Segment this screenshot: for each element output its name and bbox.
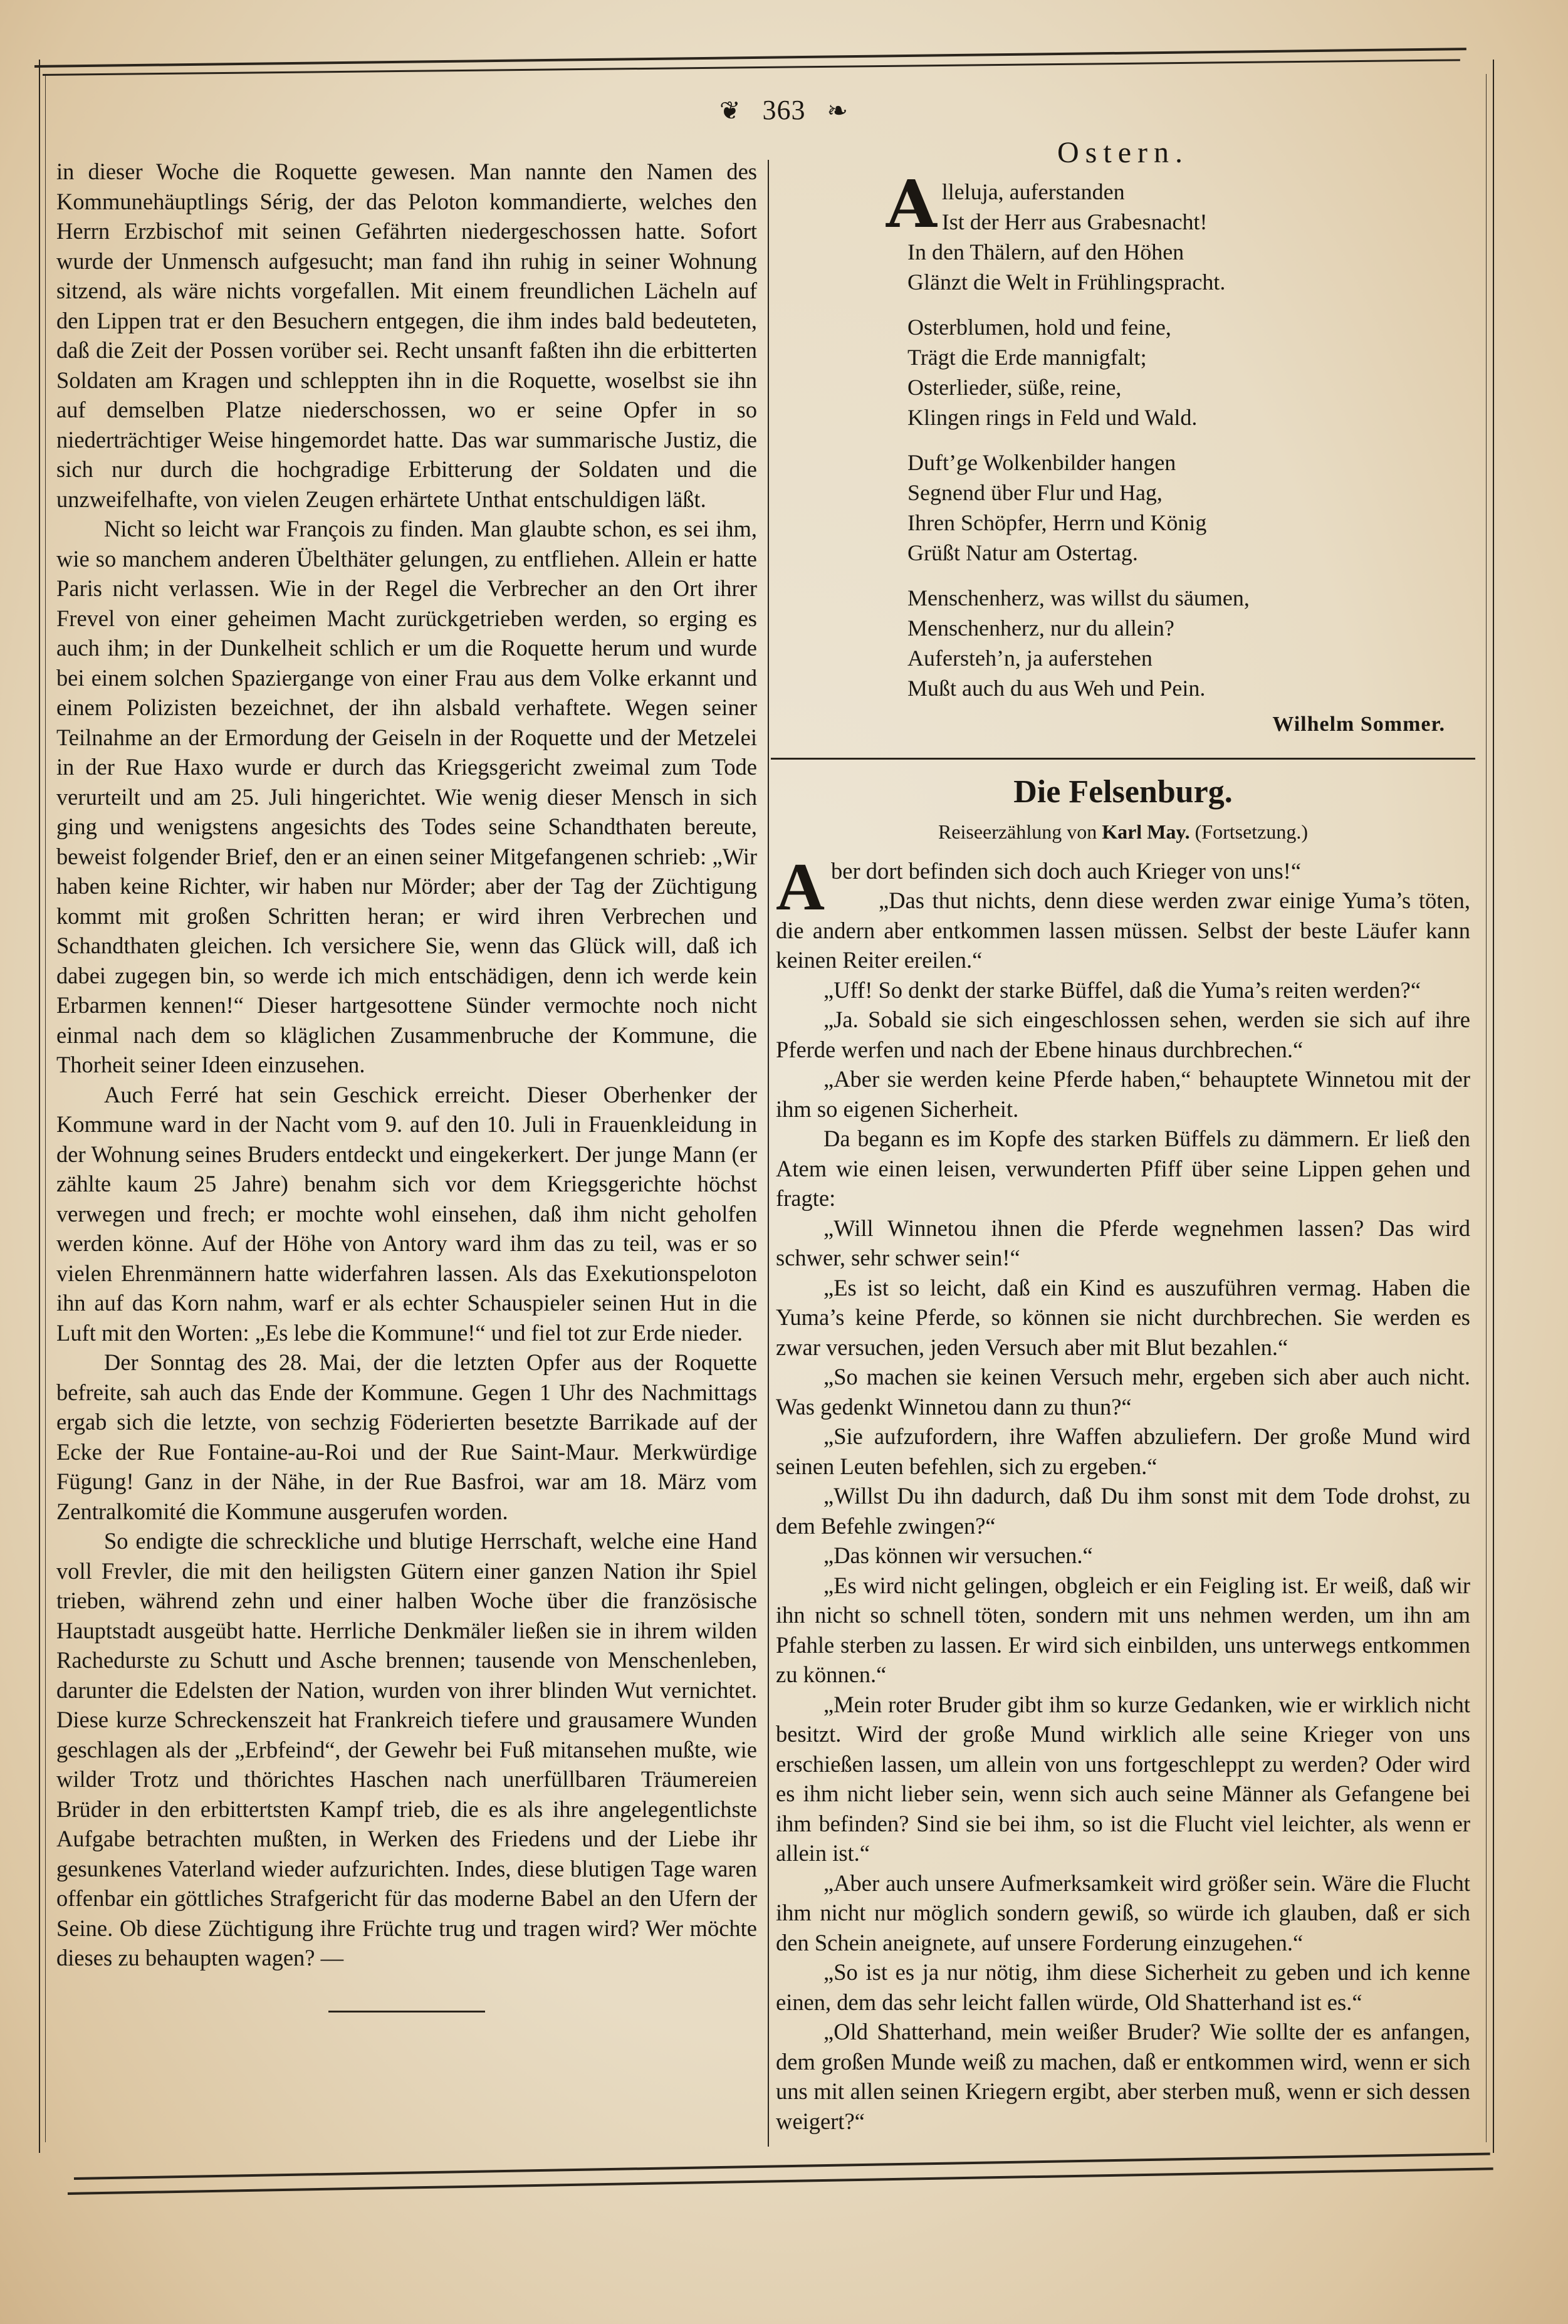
- paragraph: Nicht so leicht war François zu finden. Man glaubte schon, es sei ihm, wie so manchem anderen Übelthäter gelungen, zu entfliehen. Allein er hatte Paris nicht verlassen. Wie in der Regel die Verbrecher an den Ort ihrer Frevel von einer geheimen Macht zurückgetrieben werden, so erging es auch ihm; in der Dunkelheit schlich er um die Roquette herum und wurde bei einem solchen Spaziergange von einer Frau aus dem Volke erkannt und einem Polizisten bezeichnet, der ihn alsbald verhaftete. Wegen seiner Teilnahme an der Ermordung der Geiseln in der Roquette und der Metzelei in der Rue Haxo wurde er durch das Kriegsgericht zweimal zum Tode verurteilt und am 25. Juli hingerichtet. Wie wenig dieser Mensch in sich ging und wenigstens angesichts des Todes seine Schandthaten bereute, beweist folgender Brief, den er an einen seiner Mitgefangenen schrieb: „Wir haben keine Richter, wir haben nur Mörder; aber der Tag der Züchtigung kommt mit großen Schritten heran; er wird ihren Verbrechen und Schandthaten gleichen. Ich versichere Sie, wenn das Glück will, daß ich dabei zugegen bin, so werde ich mich entschädigen, denn ich werde kein Erbarmen kennen!“ Dieser hartgesottene Sünder vermochte noch nicht einmal nach dem so kläglichen Zusammenbruche der Kommune, die Thorheit seiner Ideen einzusehen.: [56, 516, 757, 1077]
- paragraph: „So machen sie keinen Versuch mehr, ergeben sich aber auch nicht. Was gedenkt Winnetou dann zu thun?“: [776, 1364, 1470, 1420]
- paragraph: „Sie aufzufordern, ihre Waffen abzuliefern. Der große Mund wird seinen Leuten befehlen, sich zu ergeben.“: [776, 1423, 1470, 1479]
- right-column: [776, 136, 1470, 2136]
- poem-line: Menschenherz, was willst du säumen,: [907, 585, 1250, 610]
- poem-line: Glänzt die Welt in Frühlingspracht.: [907, 269, 1226, 295]
- poem-author: Wilhelm Sommer.: [1272, 712, 1445, 736]
- poem-stanza: [907, 312, 1470, 432]
- poem-line: Aufersteh’n, ja auferstehen: [907, 645, 1152, 671]
- poem-dropcap: A: [886, 165, 937, 243]
- section-divider: [771, 758, 1475, 760]
- bottom-rule-inner: [74, 2153, 1490, 2180]
- paragraph: „Uff! So denkt der starke Büffel, daß die Yuma’s reiten werden?“: [823, 976, 1421, 1003]
- poem-line: Osterblumen, hold und feine,: [907, 314, 1171, 340]
- paragraph: „Das können wir versuchen.“: [823, 1542, 1093, 1568]
- poem-stanza: [907, 583, 1470, 703]
- paragraph: „Old Shatterhand, mein weißer Bruder? Wie sollte der es anfangen, dem großen Munde weiß zu machen, daß er entkommen wird, wenn er sich uns mit allen seinen Kriegern ergibt, aber sterben muß, wenn er sich dessen weigert?“: [776, 2019, 1470, 2134]
- poem-line: Menschenherz, nur du allein?: [907, 615, 1174, 641]
- paragraph: „Aber sie werden keine Pferde haben,“ behauptete Winnetou mit der ihm so eigenen Sicherheit.: [776, 1066, 1470, 1122]
- poem-line: lleluja, auferstanden: [941, 179, 1125, 204]
- paragraph: „Es wird nicht gelingen, obgleich er ein Feigling ist. Er weiß, daß wir ihn nicht so schnell töten, sondern mit uns nehmen werden, um ihn am Pfahle sterben zu lassen. Er wird sich einbilden, uns unterwegs entkommen zu können.“: [776, 1572, 1470, 1687]
- paragraph: Der Sonntag des 28. Mai, der die letzten Opfer aus der Roquette befreite, sah auch das Ende der Kommune. Gegen 1 Uhr des Nachmittags ergab sich die letzte, von sechzig Föderierten besetzte Barrikade auf der Ecke der Rue Fontaine-au-Roi und der Rue Saint-Maur. Merkwürdige Fügung! Ganz in der Nähe, in der Rue Basfroi, war am 18. März vom Zentralkomité die Kommune ausgerufen worden.: [56, 1349, 757, 1524]
- column-divider: [768, 160, 769, 2147]
- poem-line: Ist der Herr aus Grabesnacht!: [941, 209, 1208, 234]
- paragraph: Da begann es im Kopfe des starken Büffels zu dämmern. Er ließ den Atem wie einen leisen, verwunderten Pfiff über seine Lippen gehen und fragte:: [776, 1126, 1470, 1211]
- poem-stanza: [886, 165, 1470, 297]
- poem-title: Ostern.: [1057, 136, 1189, 169]
- paragraph: „Es ist so leicht, daß ein Kind es auszuführen vermag. Haben die Yuma’s keine Pferde, so können sie nicht durchbrechen. Sie werden es zwar versuchen, jeden Versuch aber mit Blut bezahlen.“: [776, 1274, 1470, 1360]
- paragraph: ber dort befinden sich doch auch Krieger von uns!“: [831, 857, 1302, 884]
- paragraph: in dieser Woche die Roquette gewesen. Man nannte den Namen des Kommunehäuptlings Sérig, der das Peloton kommandierte, welches den Herrn Erzbischof mit seinen Gefährten niedergeschossen hatte. Sofort wurde der Unmensch aufgesucht; man fand ihn ruhig in seiner Wohnung sitzend, als wäre nichts vorgefallen. Mit einem freundlichen Lächeln auf den Lippen trat er den Besuchern entgegen, die ihm indes bald bedeuteten, daß die Zeit der Possen vorüber sei. Recht unsanft faßten ihn die erbitterten Soldaten am Kragen und schleppten ihn in die Roquette, woselbst sie ihn auf demselben Platze niederschossen, wo er seine Opfer in so niederträchtiger Weise hingemordet hatte. Das war summarische Justiz, die sich nur durch die hochgradige Erbitterung der Soldaten und die unzweifelhafte, von vielen Zeugen erhärtete Unthat entschuldigen läßt.: [56, 159, 757, 512]
- poem-line: Ihren Schöpfer, Herrn und König: [907, 510, 1207, 535]
- poem-line: Segnend über Flur und Hag,: [907, 479, 1163, 505]
- paragraph: „Das thut nichts, denn diese werden zwar einige Yuma’s töten, die andern aber entkommen lassen müssen. Selbst der beste Läufer kann keinen Reiter ereilen.“: [776, 887, 1470, 973]
- page-header: [0, 94, 1568, 126]
- story-subtitle: [776, 817, 1470, 847]
- ornament-right-icon: ❧: [827, 97, 849, 125]
- poem-line: Duft’ge Wolkenbilder hangen: [907, 449, 1176, 475]
- paragraph: „Mein roter Bruder gibt ihm so kurze Gedanken, wie er wirklich nicht besitzt. Wird der große Mund wirklich alle seine Krieger von uns erschießen lassen, um allein von uns fortgeschleppt zu werden? Oder wird es ihm nicht lieber sein, wenn sich auch seine Männer als Gefangene bei ihm befinden? Sind sie bei ihm, so ist die Flucht viel leichter, als wenn er allein ist.“: [776, 1691, 1470, 1866]
- poem-line: Osterlieder, süße, reine,: [907, 374, 1122, 400]
- subtitle-prefix: Reiseerzählung von: [938, 820, 1097, 843]
- poem: [886, 165, 1470, 703]
- paragraph: „Willst Du ihn dadurch, daß Du ihm sonst mit dem Tode drohst, zu dem Befehle zwingen?“: [776, 1483, 1470, 1539]
- poem-line: Grüßt Natur am Ostertag.: [907, 540, 1138, 565]
- poem-stanza: [907, 448, 1470, 568]
- paragraph: So endigte die schreckliche und blutige Herrschaft, welche eine Hand voll Frevler, die mit den heiligsten Gütern einer ganzen Nation ihr Spiel trieben, während zehn und einer halben Woche über die französische Hauptstadt ausgeübt hatte. Herrliche Denkmäler ließen sie in ihrem wilden Rachedurste zu Schutt und Asche brennen; tausende von Menschenleben, darunter die Edelsten der Nation, wurden von ihrer blinden Wut vernichtet. Diese kurze Schreckenszeit hat Frankreich tiefere und grausamere Wunden geschlagen als der „Erbfeind“, der Gewehr bei Fuß mitansehen mußte, wie wilder Trotz und thörichtes Haschen nach unerfüllbaren Träumereien Brüder in den erbittertsten Kampf trieb, die es als ihre angelegentlichste Aufgabe betrachten mußten, in Werken des Friedens und der Liebe ihr gesunkenes Vaterland wieder aufzurichten. Indes, diese blutigen Tage waren offenbar ein göttliches Strafgericht für das moderne Babel an den Ufern der Seine. Ob diese Züchtigung ihre Früchte trug und tragen wird? Wer möchte dieses zu behaupten wagen? —: [56, 1528, 757, 1971]
- paragraph: „Will Winnetou ihnen die Pferde wegnehmen lassen? Das wird schwer, sehr schwer sein!“: [776, 1215, 1470, 1270]
- poem-line: Mußt auch du aus Weh und Pein.: [907, 675, 1206, 701]
- article-end-rule: [328, 2011, 485, 2013]
- page-number: 363: [762, 95, 806, 125]
- paragraph: „So ist es ja nur nötig, ihm diese Sicherheit zu geben und ich kenne einen, dem das sehr leicht fallen würde, Old Shatterhand ist es.“: [776, 1959, 1470, 2015]
- poem-line: In den Thälern, auf den Höhen: [907, 239, 1184, 264]
- story-body: [776, 849, 1470, 2137]
- paragraph: Auch Ferré hat sein Geschick erreicht. Dieser Oberhenker der Kommune ward in der Nacht vom 9. auf den 10. Juli in Frauenkleidung in der Wohnung seines Bruders entdeckt und eingekerkert. Der junge Mann (er zählte kaum 25 Jahre) benahm sich vor dem Kriegsgerichte höchst verwegen und frech; er mochte wohl einsehen, daß ihm nicht geholfen werden könne. Auf der Höhe von Antory ward ihm das zu teil, was er so vielen Ehrenmännern hatte widerfahren lassen. Als das Exekutionspeloton ihn auf das Korn nahm, warf er als echter Schauspieler seinen Hut in die Luft mit den Worten: „Es lebe die Kommune!“ und fiel tot zur Erde nieder.: [56, 1081, 757, 1346]
- story-title: Die Felsenburg.: [1013, 774, 1233, 810]
- paragraph: „Aber auch unsere Aufmerksamkeit wird größer sein. Wäre die Flucht ihm nicht nur möglich sondern gewiß, so würde ich glauben, daß er sich den Schein aneignete, auf unsere Forderung einzugehen.“: [776, 1870, 1470, 1955]
- paragraph: „Ja. Sobald sie sich eingeschlossen sehen, werden sie sich auf ihre Pferde werfen und nach der Ebene hinaus durchbrechen.“: [776, 1007, 1470, 1062]
- story-dropcap: A: [776, 849, 825, 924]
- subtitle-suffix: (Fortsetzung.): [1194, 820, 1309, 843]
- ornament-left-icon: ❦: [719, 97, 741, 125]
- poem-line: Trägt die Erde mannigfalt;: [907, 344, 1147, 370]
- poem-line: Klingen rings in Feld und Wald.: [907, 404, 1198, 430]
- left-column: [56, 157, 757, 2013]
- story-author: Karl May.: [1102, 820, 1190, 843]
- bottom-rule-outer: [68, 2167, 1493, 2195]
